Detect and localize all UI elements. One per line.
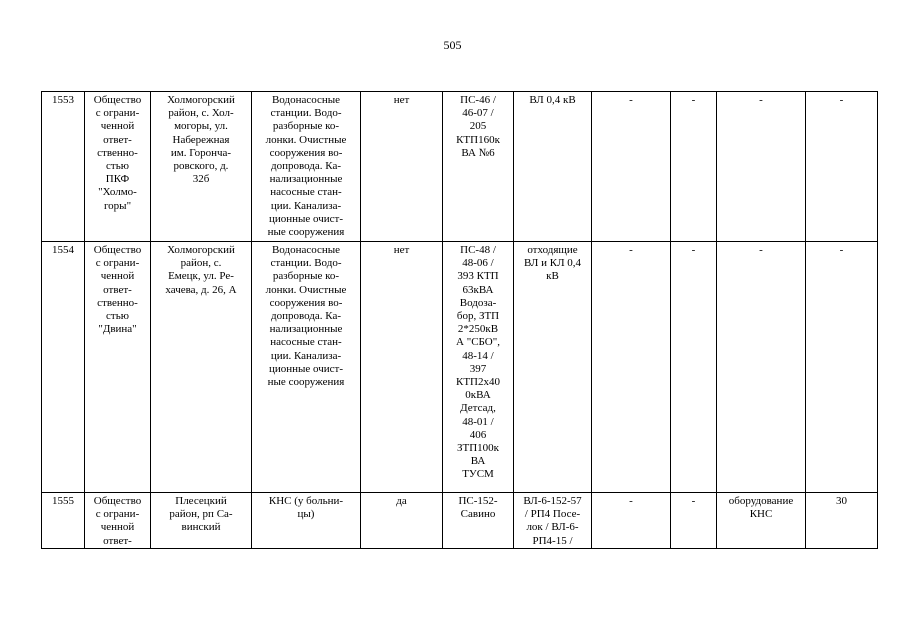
- cell-address: Плесецкий район, рп Са- винский: [151, 493, 252, 549]
- cell-organization: Общество с ограни- ченной ответ-: [85, 493, 151, 549]
- cell-col9: -: [671, 242, 717, 493]
- cell-address: Холмогорский район, с. Хол- могоры, ул. Набережная им. Горонча- ровского, д. 32б: [151, 92, 252, 242]
- cell-col11: -: [806, 242, 878, 493]
- cell-objects: Водонасосные станции. Водо- разборные ко- лонки. Очистные сооружения во- допровода. Ка- нализационные насосные стан- ции. Канализа- ционные очист- ные сооружения: [252, 92, 361, 242]
- cell-col9: -: [671, 493, 717, 549]
- cell-col8: -: [592, 92, 671, 242]
- cell-organization: Общество с ограни- ченной ответ- ственно- стью "Двина": [85, 242, 151, 493]
- cell-substation: ПС-152- Савино: [443, 493, 514, 549]
- table-row: [42, 493, 878, 549]
- cell-substation: ПС-46 / 46-07 / 205 КТП160к ВА №6: [443, 92, 514, 242]
- cell-col10: -: [717, 242, 806, 493]
- cell-col10: -: [717, 92, 806, 242]
- cell-flag: нет: [361, 92, 443, 242]
- cell-flag: нет: [361, 242, 443, 493]
- cell-objects: КНС (у больни- цы): [252, 493, 361, 549]
- data-table: [41, 91, 878, 549]
- cell-power-line: ВЛ 0,4 кВ: [514, 92, 592, 242]
- cell-number: 1555: [42, 493, 85, 549]
- cell-col9: -: [671, 92, 717, 242]
- cell-col11: 30: [806, 493, 878, 549]
- cell-col10: оборудование КНС: [717, 493, 806, 549]
- cell-address: Холмогорский район, с. Емецк, ул. Ре- хачева, д. 26, А: [151, 242, 252, 493]
- cell-power-line: ВЛ-6-152-57 / РП4 Посе- лок / ВЛ-6- РП4-15 /: [514, 493, 592, 549]
- cell-flag: да: [361, 493, 443, 549]
- table-row: [42, 92, 878, 242]
- cell-col8: -: [592, 242, 671, 493]
- cell-col11: -: [806, 92, 878, 242]
- table-row: [42, 242, 878, 493]
- cell-organization: Общество с ограни- ченной ответ- ственно- стью ПКФ "Холмо- горы": [85, 92, 151, 242]
- cell-power-line: отходящие ВЛ и КЛ 0,4 кВ: [514, 242, 592, 493]
- cell-number: 1553: [42, 92, 85, 242]
- cell-col8: -: [592, 493, 671, 549]
- cell-number: 1554: [42, 242, 85, 493]
- page-number: 505: [443, 38, 462, 52]
- cell-objects: Водонасосные станции. Водо- разборные ко- лонки. Очистные сооружения во- допровода. Ка- нализационные насосные стан- ции. Канализа- ционные очист- ные сооружения: [252, 242, 361, 493]
- cell-substation: ПС-48 / 48-06 / 393 КТП 63кВА Водоза- бор, ЗТП 2*250кВ А "СБО", 48-14 / 397 КТП2х40 0кВА Детсад, 48-01 / 406 ЗТП100к ВА ТУСМ: [443, 242, 514, 493]
